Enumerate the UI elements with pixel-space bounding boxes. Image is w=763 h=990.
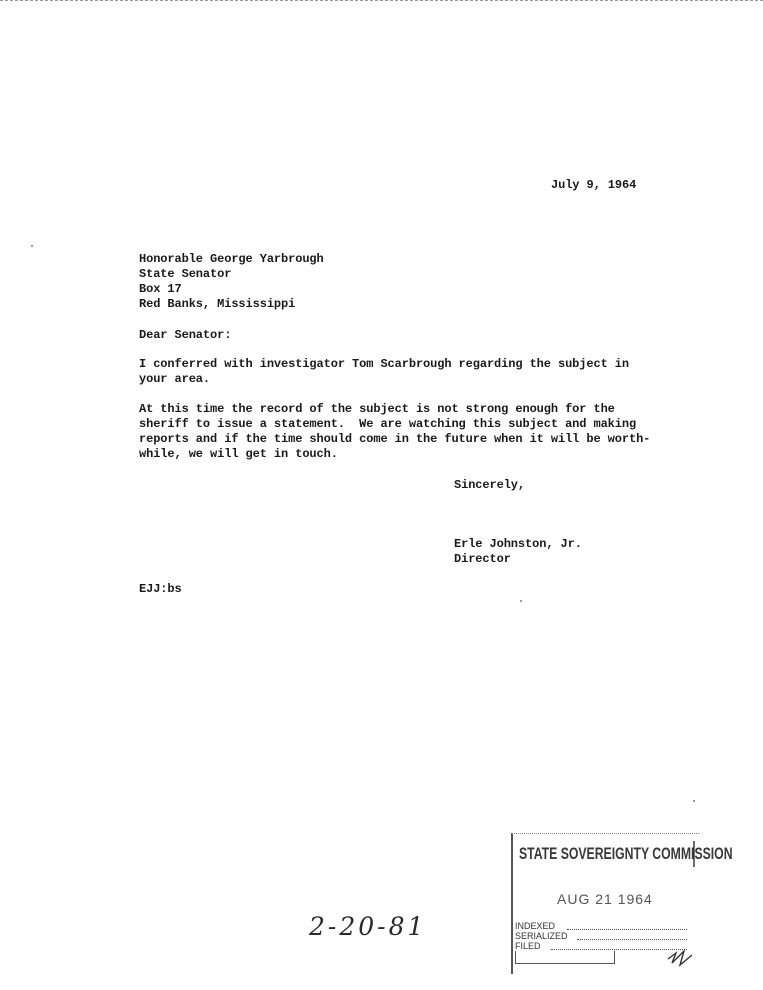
stamp-title: STATE SOVEREIGNTY COMMISSION — [519, 841, 695, 867]
recipient-name: Honorable George Yarbrough — [139, 252, 324, 266]
paragraph-2-line-2: sheriff to issue a statement. We are watching this subject and making — [139, 417, 637, 431]
signer-title: Director — [454, 552, 511, 566]
paragraph-2-line-4: while, we will get in touch. — [139, 447, 338, 461]
paragraph-1-line-1: I conferred with investigator Tom Scarbrough regarding the subject in — [139, 357, 629, 371]
scan-speck — [31, 245, 33, 247]
reference-initials: EJJ:bs — [139, 582, 182, 596]
scan-speck — [693, 800, 695, 802]
stamp-indexed-dots — [567, 929, 687, 930]
paragraph-2-line-3: reports and if the time should come in the future when it will be worth- — [139, 432, 651, 446]
page-top-edge — [0, 0, 763, 7]
recipient-location: Red Banks, Mississippi — [139, 297, 296, 311]
paragraph-1-line-2: your area. — [139, 372, 211, 386]
salutation: Dear Senator: — [139, 328, 232, 342]
recipient-title: State Senator — [139, 267, 232, 281]
stamp-indexed-label: INDEXED — [515, 921, 556, 931]
stamp-serialized-label: SERIALIZED — [515, 931, 568, 941]
handwritten-number: 2-20-81 — [309, 912, 427, 941]
stamp-filed-label: FILED — [515, 941, 541, 951]
stamp-signature-mark — [666, 945, 694, 969]
paragraph-2-line-1: At this time the record of the subject is not strong enough for the — [139, 402, 615, 416]
stamp-serialized-dots — [577, 939, 687, 940]
signer-name: Erle Johnston, Jr. — [454, 537, 582, 551]
letter-date: July 9, 1964 — [551, 178, 637, 192]
closing: Sincerely, — [454, 478, 526, 492]
stamp-date: AUG 21 1964 — [557, 891, 653, 907]
stamp-bracket — [515, 951, 615, 964]
recipient-box: Box 17 — [139, 282, 182, 296]
scan-speck — [520, 600, 522, 602]
received-stamp — [511, 833, 733, 973]
